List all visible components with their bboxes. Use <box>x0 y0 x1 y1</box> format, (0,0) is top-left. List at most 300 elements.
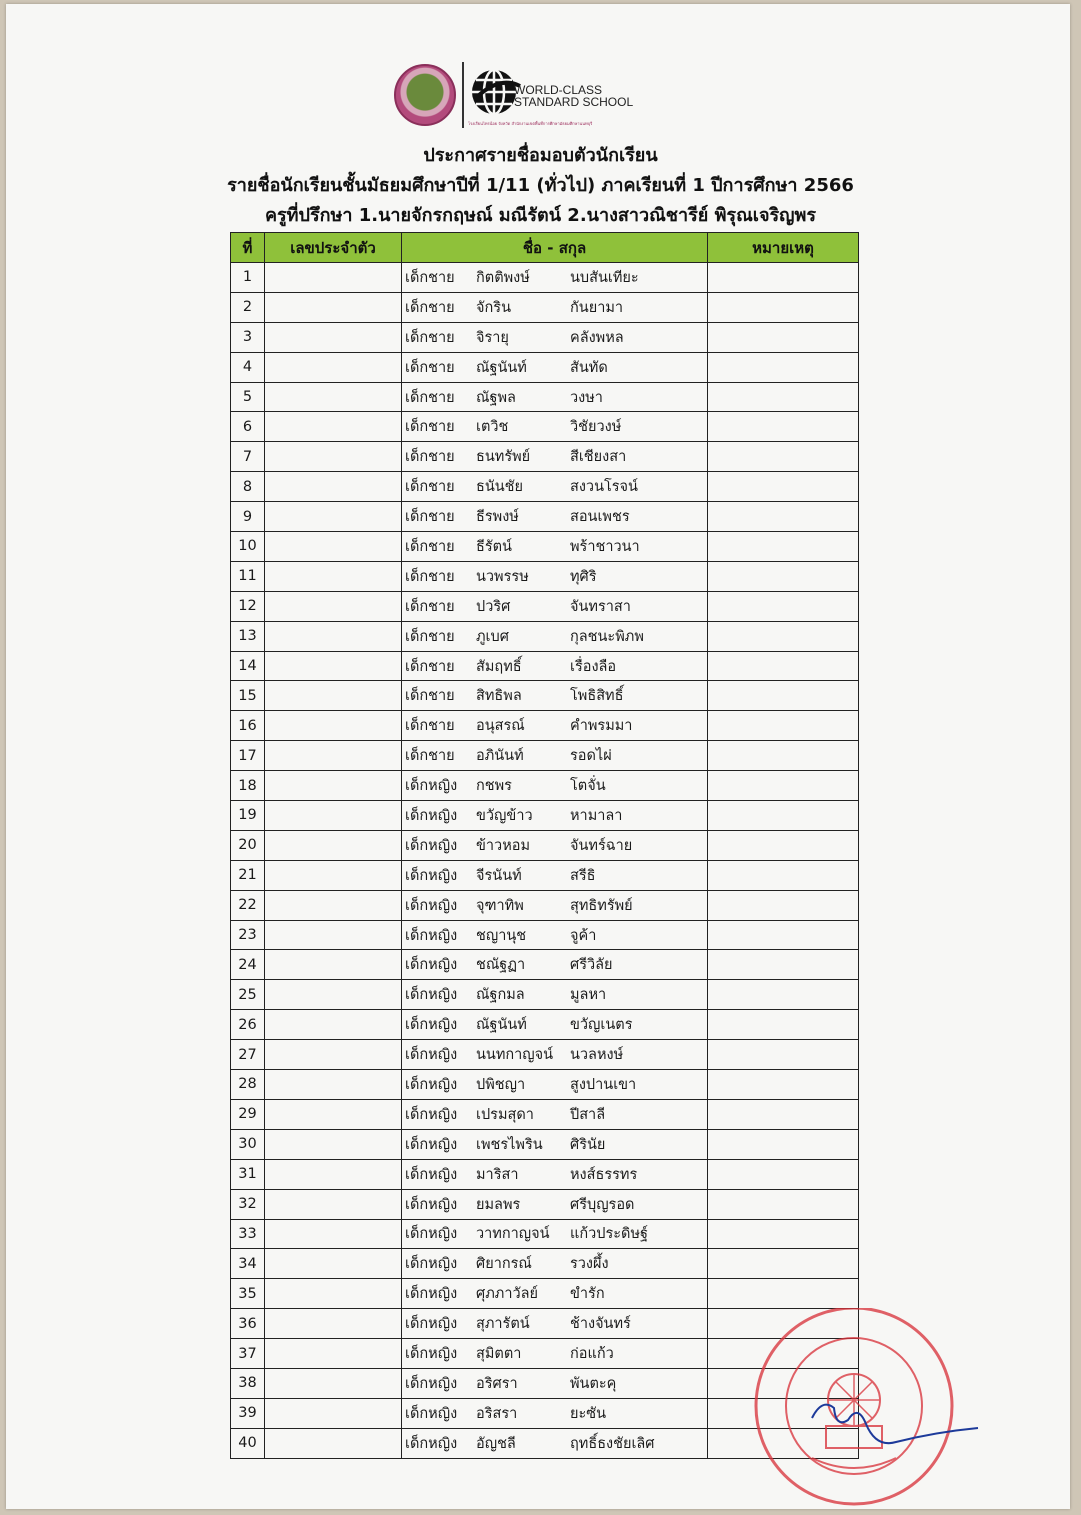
name-prefix: เด็กหญิง <box>405 1346 458 1362</box>
remarks-cell <box>708 980 859 1010</box>
table-row <box>231 263 859 293</box>
remarks-cell <box>708 561 859 591</box>
table-row <box>231 1219 859 1249</box>
table-row <box>231 801 859 831</box>
remarks-cell <box>708 801 859 831</box>
remarks-cell <box>708 950 859 980</box>
row-number: 37 <box>231 1339 265 1369</box>
row-number: 12 <box>231 591 265 621</box>
remarks-cell <box>708 472 859 502</box>
table-row <box>231 442 859 472</box>
remarks-cell <box>708 1279 859 1309</box>
header-logos <box>394 62 634 132</box>
column-header-no: ที่ <box>231 233 265 263</box>
row-number: 32 <box>231 1189 265 1219</box>
student-id-cell <box>265 771 402 801</box>
student-id-cell <box>265 1339 402 1369</box>
student-name-cell <box>402 591 708 621</box>
name-prefix: เด็กชาย <box>405 538 455 555</box>
name-prefix: เด็กชาย <box>405 359 455 376</box>
first-name: จุฑาทิพ <box>476 897 524 914</box>
table-row <box>231 1040 859 1070</box>
name-prefix: เด็กหญิง <box>405 1076 458 1093</box>
student-id-cell <box>265 412 402 442</box>
table-row <box>231 591 859 621</box>
name-prefix: เด็กหญิง <box>405 957 458 974</box>
student-name-cell <box>402 771 708 801</box>
first-name: ศุภภาวัลย์ <box>476 1286 538 1303</box>
student-name-cell <box>402 382 708 412</box>
student-id-cell <box>265 1070 402 1100</box>
table-row <box>231 771 859 801</box>
last-name: พันตะคุ <box>570 1375 617 1392</box>
row-number: 36 <box>231 1309 265 1339</box>
last-name: พร้าชาวนา <box>570 538 640 555</box>
first-name: เตวิช <box>476 419 509 436</box>
row-number: 27 <box>231 1040 265 1070</box>
row-number: 35 <box>231 1279 265 1309</box>
row-number: 20 <box>231 830 265 860</box>
last-name: ยะซัน <box>570 1405 607 1422</box>
table-row <box>231 532 859 562</box>
first-name: กชพร <box>476 778 512 795</box>
row-number: 9 <box>231 502 265 532</box>
logo-caption: โรงเรียนไทรน้อย จังหวัด สำนักงานเขตพื้นที่การศึกษามัธยมศึกษานนทบุรี <box>468 121 593 126</box>
last-name: คลังพหล <box>570 329 624 346</box>
student-id-cell <box>265 1398 402 1428</box>
logo-divider <box>462 62 464 128</box>
row-number: 1 <box>231 263 265 293</box>
row-number: 31 <box>231 1159 265 1189</box>
remarks-cell <box>708 1219 859 1249</box>
row-number: 26 <box>231 1010 265 1040</box>
student-id-cell <box>265 442 402 472</box>
student-name-cell <box>402 711 708 741</box>
name-prefix: เด็กชาย <box>405 479 455 496</box>
student-id-cell <box>265 1219 402 1249</box>
first-name: ณัฐกมล <box>476 987 525 1004</box>
table-row <box>231 1010 859 1040</box>
table-row <box>231 741 859 771</box>
row-number: 34 <box>231 1249 265 1279</box>
table-row <box>231 352 859 382</box>
row-number: 18 <box>231 771 265 801</box>
column-header-remarks: หมายเหตุ <box>708 233 859 263</box>
first-name: ข้าวหอม <box>476 837 531 854</box>
student-id-cell <box>265 292 402 322</box>
student-name-cell <box>402 1249 708 1279</box>
name-prefix: เด็กหญิง <box>405 778 458 795</box>
remarks-cell <box>708 771 859 801</box>
last-name: สงวนโรจน์ <box>570 479 638 496</box>
table-row <box>231 711 859 741</box>
first-name: ณัฐพล <box>476 389 516 406</box>
row-number: 39 <box>231 1398 265 1428</box>
remarks-cell <box>708 292 859 322</box>
last-name: กันยามา <box>570 299 624 316</box>
student-name-cell <box>402 532 708 562</box>
student-name-cell <box>402 412 708 442</box>
remarks-cell <box>708 621 859 651</box>
remarks-cell <box>708 830 859 860</box>
last-name: ก่อแก้ว <box>570 1346 614 1362</box>
name-prefix: เด็กหญิง <box>405 1286 458 1303</box>
first-name: นนทกาญจน์ <box>476 1047 554 1064</box>
last-name: ทุศิริ <box>570 568 597 585</box>
row-number: 23 <box>231 920 265 950</box>
last-name: ศรีวิลัย <box>570 957 613 974</box>
row-number: 4 <box>231 352 265 382</box>
student-id-cell <box>265 263 402 293</box>
advisors-line: ครูที่ปรึกษา 1.นายจักรกฤษณ์ มณีรัตน์ 2.นางสาวณิชารีย์ พิรุณเจริญพร <box>264 205 817 226</box>
student-name-cell <box>402 830 708 860</box>
name-prefix: เด็กหญิง <box>405 897 458 914</box>
student-name-cell <box>402 1428 708 1458</box>
remarks-cell <box>708 681 859 711</box>
column-header-full-name: ชื่อ - สกุล <box>402 233 708 263</box>
last-name: สรีธิ <box>570 867 596 884</box>
remarks-cell <box>708 322 859 352</box>
name-prefix: เด็กหญิง <box>405 1405 458 1422</box>
first-name: อนุสรณ์ <box>476 718 525 735</box>
table-row <box>231 1129 859 1159</box>
remarks-cell <box>708 1099 859 1129</box>
student-name-cell <box>402 1070 708 1100</box>
student-name-cell <box>402 1010 708 1040</box>
student-id-cell <box>265 980 402 1010</box>
first-name: ชญานุช <box>476 927 527 944</box>
first-name: ธนันชัย <box>476 479 524 496</box>
first-name: ภูเบศ <box>476 628 509 645</box>
row-number: 17 <box>231 741 265 771</box>
row-number: 3 <box>231 322 265 352</box>
student-name-cell <box>402 890 708 920</box>
last-name: นบสันเทียะ <box>570 269 639 286</box>
first-name: สัมฤทธิ์ <box>476 658 522 675</box>
row-number: 19 <box>231 801 265 831</box>
remarks-cell <box>708 263 859 293</box>
table-row <box>231 292 859 322</box>
remarks-cell <box>708 651 859 681</box>
first-name: ธนทรัพย์ <box>476 449 531 466</box>
table-row <box>231 830 859 860</box>
first-name: วาทกาญจน์ <box>476 1226 550 1243</box>
student-id-cell <box>265 920 402 950</box>
student-name-cell <box>402 472 708 502</box>
first-name: เปรมสุดา <box>476 1106 534 1123</box>
student-id-cell <box>265 1189 402 1219</box>
student-name-cell <box>402 502 708 532</box>
student-name-cell <box>402 801 708 831</box>
table-header-row <box>231 233 859 263</box>
page-subtitle: รายชื่อนักเรียนชั้นมัธยมศึกษาปีที่ 1/11 (ทั่วไป) ภาคเรียนที่ 1 ปีการศึกษา 2566 <box>227 175 854 196</box>
last-name: หามาลา <box>570 807 623 824</box>
first-name: ธีรพงษ์ <box>476 509 519 526</box>
student-name-cell <box>402 1040 708 1070</box>
first-name: ชณัฐฏา <box>476 957 526 974</box>
student-id-cell <box>265 860 402 890</box>
row-number: 28 <box>231 1070 265 1100</box>
name-prefix: เด็กหญิง <box>405 867 458 884</box>
name-prefix: เด็กชาย <box>405 598 455 615</box>
name-prefix: เด็กหญิง <box>405 807 458 824</box>
last-name: วิชัยวงษ์ <box>570 419 622 436</box>
row-number: 2 <box>231 292 265 322</box>
first-name: ยมลพร <box>476 1196 521 1213</box>
table-row <box>231 412 859 442</box>
student-id-cell <box>265 681 402 711</box>
first-name: อภินันท์ <box>476 748 524 765</box>
table-row <box>231 681 859 711</box>
student-name-cell <box>402 980 708 1010</box>
name-prefix: เด็กหญิง <box>405 1316 458 1333</box>
remarks-cell <box>708 1010 859 1040</box>
last-name: ช้างจันทร์ <box>570 1316 631 1333</box>
table-row <box>231 322 859 352</box>
name-prefix: เด็กชาย <box>405 628 455 645</box>
row-number: 5 <box>231 382 265 412</box>
remarks-cell <box>708 1189 859 1219</box>
logo-text-line2: STANDARD SCHOOL <box>514 95 634 109</box>
name-prefix: เด็กชาย <box>405 568 455 585</box>
first-name: มาริสา <box>476 1166 519 1183</box>
last-name: ขวัญเนตร <box>570 1017 633 1034</box>
table-row <box>231 980 859 1010</box>
first-name: กิตติพงษ์ <box>476 269 530 286</box>
row-number: 6 <box>231 412 265 442</box>
student-id-cell <box>265 1099 402 1129</box>
first-name: ณัฐนันท์ <box>476 359 527 376</box>
name-prefix: เด็กหญิง <box>405 1256 458 1273</box>
remarks-cell <box>708 1159 859 1189</box>
student-id-cell <box>265 830 402 860</box>
student-id-cell <box>265 382 402 412</box>
last-name: โพธิสิทธิ์ <box>570 688 624 705</box>
row-number: 21 <box>231 860 265 890</box>
student-id-cell <box>265 1159 402 1189</box>
last-name: ศิรินัย <box>570 1136 606 1153</box>
table-row <box>231 890 859 920</box>
remarks-cell <box>708 532 859 562</box>
student-id-cell <box>265 1279 402 1309</box>
name-prefix: เด็กหญิง <box>405 1166 458 1183</box>
last-name: รอดไผ่ <box>570 748 612 765</box>
remarks-cell <box>708 890 859 920</box>
student-name-cell <box>402 322 708 352</box>
last-name: ปีสาลี <box>570 1106 606 1123</box>
remarks-cell <box>708 352 859 382</box>
student-name-cell <box>402 1189 708 1219</box>
row-number: 22 <box>231 890 265 920</box>
name-prefix: เด็กชาย <box>405 389 455 406</box>
row-number: 10 <box>231 532 265 562</box>
student-name-cell <box>402 352 708 382</box>
remarks-cell <box>708 920 859 950</box>
student-name-cell <box>402 1279 708 1309</box>
name-prefix: เด็กหญิง <box>405 837 458 854</box>
remarks-cell <box>708 1070 859 1100</box>
row-number: 33 <box>231 1219 265 1249</box>
student-name-cell <box>402 1129 708 1159</box>
student-id-cell <box>265 801 402 831</box>
name-prefix: เด็กหญิง <box>405 1136 458 1153</box>
school-emblem-logo <box>394 64 456 126</box>
student-id-cell <box>265 950 402 980</box>
first-name: ศิยากรณ์ <box>476 1256 532 1273</box>
first-name: ปพิชญา <box>476 1076 526 1093</box>
row-number: 8 <box>231 472 265 502</box>
student-name-cell <box>402 263 708 293</box>
last-name: ขำรัก <box>570 1286 605 1303</box>
student-id-cell <box>265 532 402 562</box>
student-id-cell <box>265 502 402 532</box>
student-name-cell <box>402 950 708 980</box>
table-row <box>231 502 859 532</box>
name-prefix: เด็กชาย <box>405 688 455 705</box>
name-prefix: เด็กหญิง <box>405 1226 458 1243</box>
last-name: มูลหา <box>570 987 607 1004</box>
student-name-cell <box>402 1219 708 1249</box>
last-name: ฤทธิ์ธงชัยเลิศ <box>570 1435 655 1452</box>
table-row <box>231 561 859 591</box>
student-id-cell <box>265 711 402 741</box>
first-name: สิทธิพล <box>476 688 522 705</box>
row-number: 40 <box>231 1428 265 1458</box>
page-title: ประกาศรายชื่อมอบตัวนักเรียน <box>423 145 658 166</box>
first-name: ณัฐนันท์ <box>476 1017 527 1034</box>
name-prefix: เด็กหญิง <box>405 987 458 1004</box>
row-number: 7 <box>231 442 265 472</box>
name-prefix: เด็กชาย <box>405 419 455 436</box>
student-id-cell <box>265 621 402 651</box>
last-name: นวลหงษ์ <box>570 1047 624 1064</box>
logo-text-line1: WORLD-CLASS <box>514 83 603 97</box>
row-number: 14 <box>231 651 265 681</box>
last-name: สีเชียงสา <box>570 449 627 466</box>
name-prefix: เด็กชาย <box>405 449 455 466</box>
remarks-cell <box>708 1129 859 1159</box>
student-name-cell <box>402 1099 708 1129</box>
first-name: ปวริศ <box>476 598 511 615</box>
first-name: อริศรา <box>476 1375 518 1392</box>
remarks-cell <box>708 502 859 532</box>
student-id-cell <box>265 1368 402 1398</box>
row-number: 29 <box>231 1099 265 1129</box>
table-row <box>231 472 859 502</box>
last-name: รวงผึ้ง <box>570 1256 609 1273</box>
student-id-cell <box>265 472 402 502</box>
last-name: สุทธิทรัพย์ <box>570 897 633 914</box>
remarks-cell <box>708 711 859 741</box>
row-number: 11 <box>231 561 265 591</box>
student-id-cell <box>265 591 402 621</box>
row-number: 30 <box>231 1129 265 1159</box>
first-name: จักริน <box>476 299 511 316</box>
student-name-cell <box>402 561 708 591</box>
world-class-logo-text <box>514 84 633 108</box>
student-id-cell <box>265 1249 402 1279</box>
first-name: จีรนันท์ <box>476 867 522 884</box>
school-seal-stamp <box>726 1308 986 1508</box>
first-name: อริสรา <box>476 1405 518 1422</box>
student-id-cell <box>265 1309 402 1339</box>
last-name: จูค้า <box>570 927 597 944</box>
student-table <box>230 232 859 1459</box>
last-name: ศรีบุญรอด <box>570 1196 635 1213</box>
student-id-cell <box>265 741 402 771</box>
column-header-student-id: เลขประจำตัว <box>265 233 402 263</box>
table-row <box>231 1279 859 1309</box>
student-id-cell <box>265 322 402 352</box>
table-row <box>231 920 859 950</box>
student-name-cell <box>402 741 708 771</box>
first-name: อัญชลี <box>476 1435 516 1452</box>
name-prefix: เด็กหญิง <box>405 1375 458 1392</box>
remarks-cell <box>708 442 859 472</box>
last-name: หงส์ธรรทร <box>570 1166 638 1183</box>
student-name-cell <box>402 1339 708 1369</box>
last-name: เรื่องลือ <box>570 658 617 675</box>
last-name: กุลชนะพิภพ <box>570 628 644 645</box>
table-row <box>231 621 859 651</box>
first-name: ขวัญข้าว <box>476 807 533 824</box>
first-name: สุมิตตา <box>476 1346 522 1362</box>
first-name: จิรายุ <box>476 329 509 346</box>
first-name: เพชรไพริน <box>476 1136 543 1153</box>
student-name-cell <box>402 442 708 472</box>
table-row <box>231 1249 859 1279</box>
table-row <box>231 382 859 412</box>
name-prefix: เด็กหญิง <box>405 1047 458 1064</box>
student-id-cell <box>265 561 402 591</box>
last-name: จันทร์ฉาย <box>570 837 633 854</box>
last-name: สันทัด <box>570 359 608 376</box>
table-row <box>231 860 859 890</box>
student-id-cell <box>265 1129 402 1159</box>
student-id-cell <box>265 1428 402 1458</box>
name-prefix: เด็กชาย <box>405 299 455 316</box>
student-id-cell <box>265 1010 402 1040</box>
student-name-cell <box>402 621 708 651</box>
student-name-cell <box>402 1309 708 1339</box>
remarks-cell <box>708 382 859 412</box>
name-prefix: เด็กชาย <box>405 658 455 675</box>
last-name: สูงปานเขา <box>570 1076 637 1093</box>
table-row <box>231 1159 859 1189</box>
first-name: นวพรรษ <box>476 568 529 585</box>
table-row <box>231 1070 859 1100</box>
remarks-cell <box>708 1040 859 1070</box>
last-name: วงษา <box>570 389 603 406</box>
student-name-cell <box>402 1159 708 1189</box>
student-name-cell <box>402 292 708 322</box>
name-prefix: เด็กชาย <box>405 269 455 286</box>
name-prefix: เด็กชาย <box>405 748 455 765</box>
student-name-cell <box>402 1398 708 1428</box>
row-number: 13 <box>231 621 265 651</box>
name-prefix: เด็กชาย <box>405 509 455 526</box>
remarks-cell <box>708 412 859 442</box>
last-name: สอนเพชร <box>570 509 630 526</box>
remarks-cell <box>708 591 859 621</box>
remarks-cell <box>708 741 859 771</box>
student-id-cell <box>265 1040 402 1070</box>
remarks-cell <box>708 860 859 890</box>
row-number: 25 <box>231 980 265 1010</box>
row-number: 16 <box>231 711 265 741</box>
name-prefix: เด็กชาย <box>405 718 455 735</box>
last-name: แก้วประดิษฐ์ <box>570 1226 649 1243</box>
